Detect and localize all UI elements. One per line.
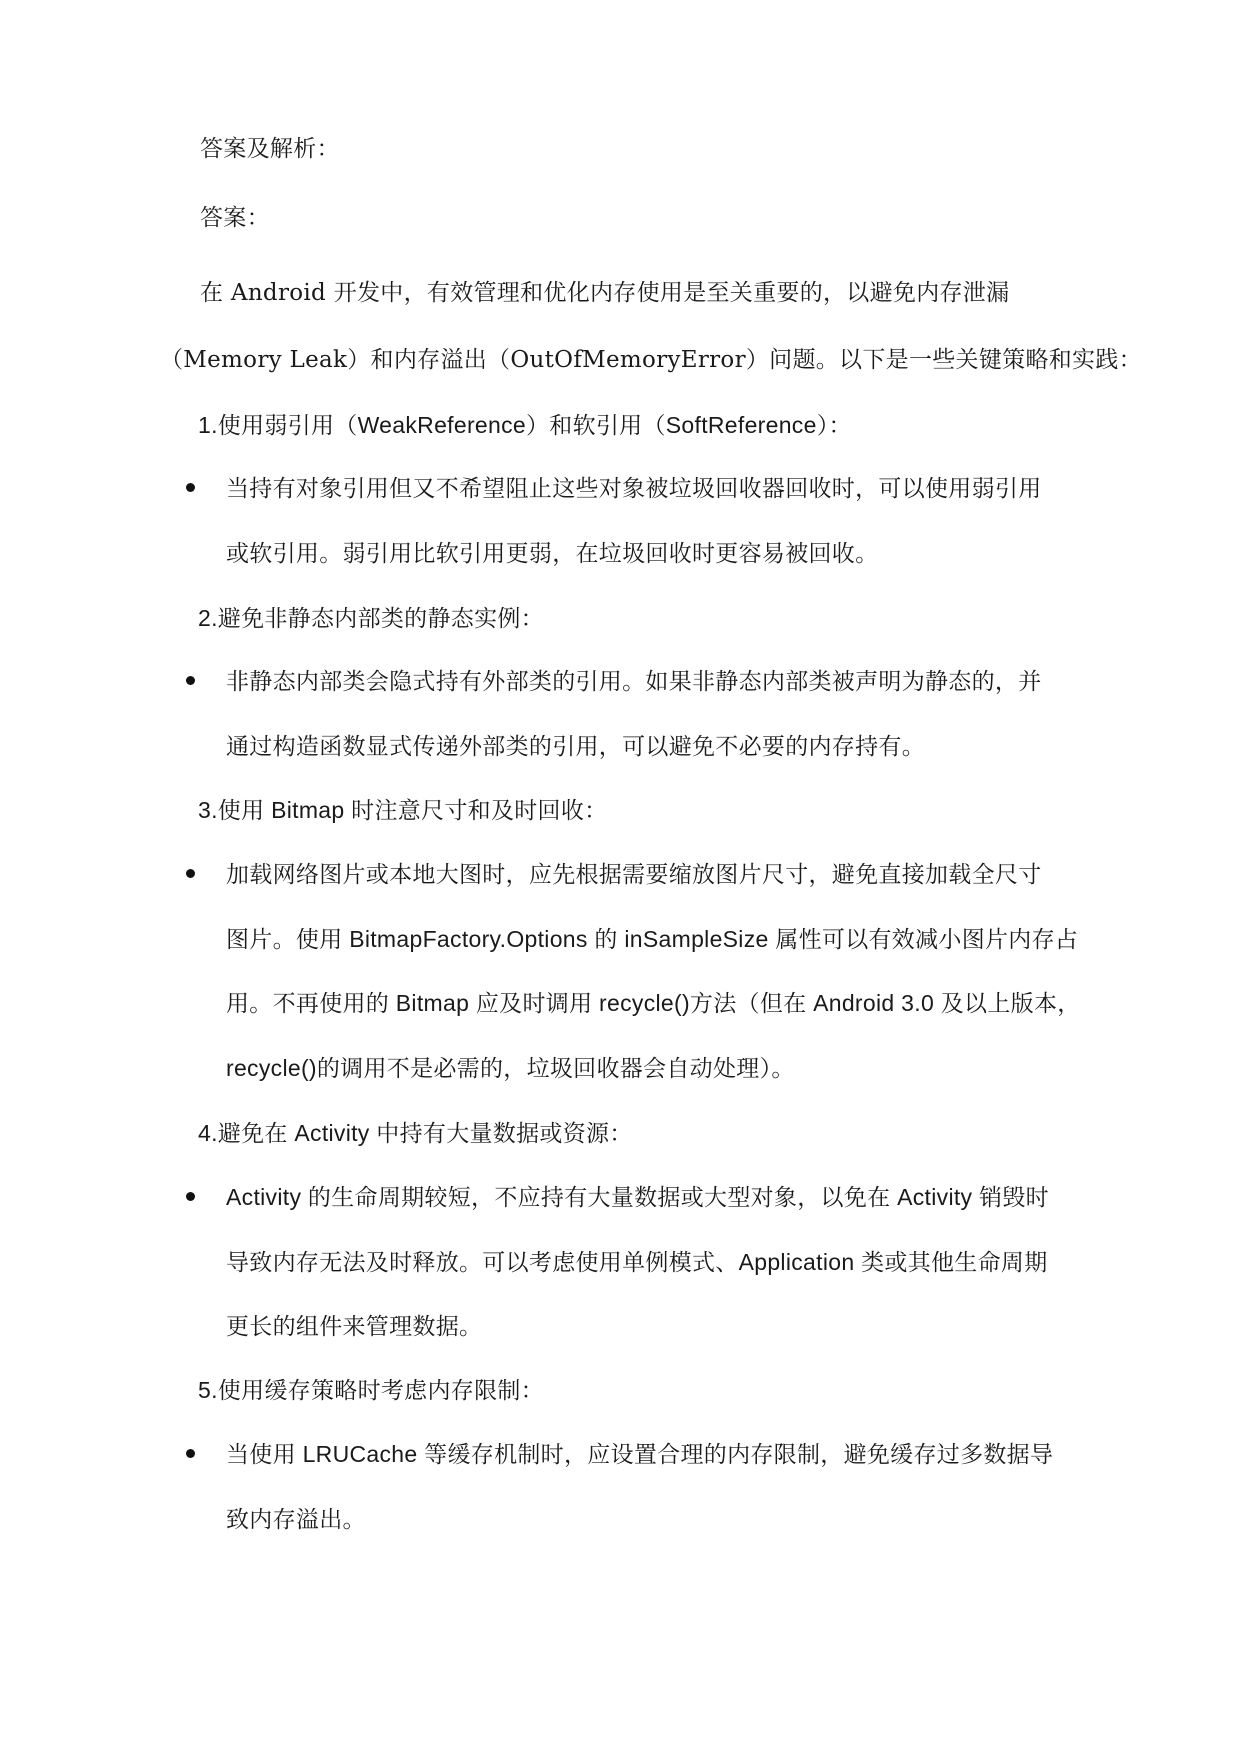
bullet-line: 导致内存无法及时释放。可以考虑使用单例模式、Application 类或其他生命周期 bbox=[226, 1249, 1048, 1275]
bullet-line: 更长的组件来管理数据。 bbox=[226, 1313, 483, 1339]
bullet-icon bbox=[186, 483, 195, 492]
bullet-icon bbox=[186, 1192, 195, 1201]
item-title-2: 2.避免非静态内部类的静态实例： bbox=[198, 605, 544, 631]
bullet-line: 通过构造函数显式传递外部类的引用，可以避免不必要的内存持有。 bbox=[226, 733, 925, 759]
bullet-line: Activity 的生命周期较短，不应持有大量数据或大型对象，以免在 Activity 销毁时 bbox=[226, 1184, 1049, 1210]
bullet-icon bbox=[186, 1449, 195, 1458]
bullet-line: recycle()的调用不是必需的，垃圾回收器会自动处理）。 bbox=[226, 1055, 795, 1081]
bullet-line: 加载网络图片或本地大图时，应先根据需要缩放图片尺寸，避免直接加载全尺寸 bbox=[226, 861, 1042, 887]
bullet-line: 图片。使用 BitmapFactory.Options 的 inSampleSize 属性可以有效减小图片内存占 bbox=[226, 926, 1079, 952]
intro-line-2: （Memory Leak）和内存溢出（OutOfMemoryError）问题。以下是一些关键策略和实践： bbox=[160, 347, 1142, 373]
bullet-line: 当持有对象引用但又不希望阻止这些对象被垃圾回收器回收时，可以使用弱引用 bbox=[226, 475, 1042, 501]
bullet-line: 当使用 LRUCache 等缓存机制时，应设置合理的内存限制，避免缓存过多数据导 bbox=[226, 1441, 1054, 1467]
item-title-3: 3.使用 Bitmap 时注意尺寸和及时回收： bbox=[198, 797, 608, 823]
item-title-4: 4.避免在 Activity 中持有大量数据或资源： bbox=[198, 1120, 633, 1146]
item-title-1: 1.使用弱引用（WeakReference）和软引用（SoftReference）： bbox=[198, 412, 852, 438]
bullet-icon bbox=[186, 676, 195, 685]
bullet-line: 用。不再使用的 Bitmap 应及时调用 recycle()方法（但在 Android 3.0 及以上版本， bbox=[226, 990, 1081, 1016]
heading-answer-analysis: 答案及解析： bbox=[200, 136, 340, 162]
bullet-line: 或软引用。弱引用比软引用更弱，在垃圾回收时更容易被回收。 bbox=[226, 540, 879, 566]
heading-answer: 答案： bbox=[200, 205, 270, 231]
bullet-line: 非静态内部类会隐式持有外部类的引用。如果非静态内部类被声明为静态的，并 bbox=[226, 668, 1042, 694]
intro-line-1: 在 Android 开发中，有效管理和优化内存使用是至关重要的，以避免内存泄漏 bbox=[200, 280, 1010, 306]
bullet-line: 致内存溢出。 bbox=[226, 1506, 366, 1532]
bullet-icon bbox=[186, 869, 195, 878]
item-title-5: 5.使用缓存策略时考虑内存限制： bbox=[198, 1377, 544, 1403]
